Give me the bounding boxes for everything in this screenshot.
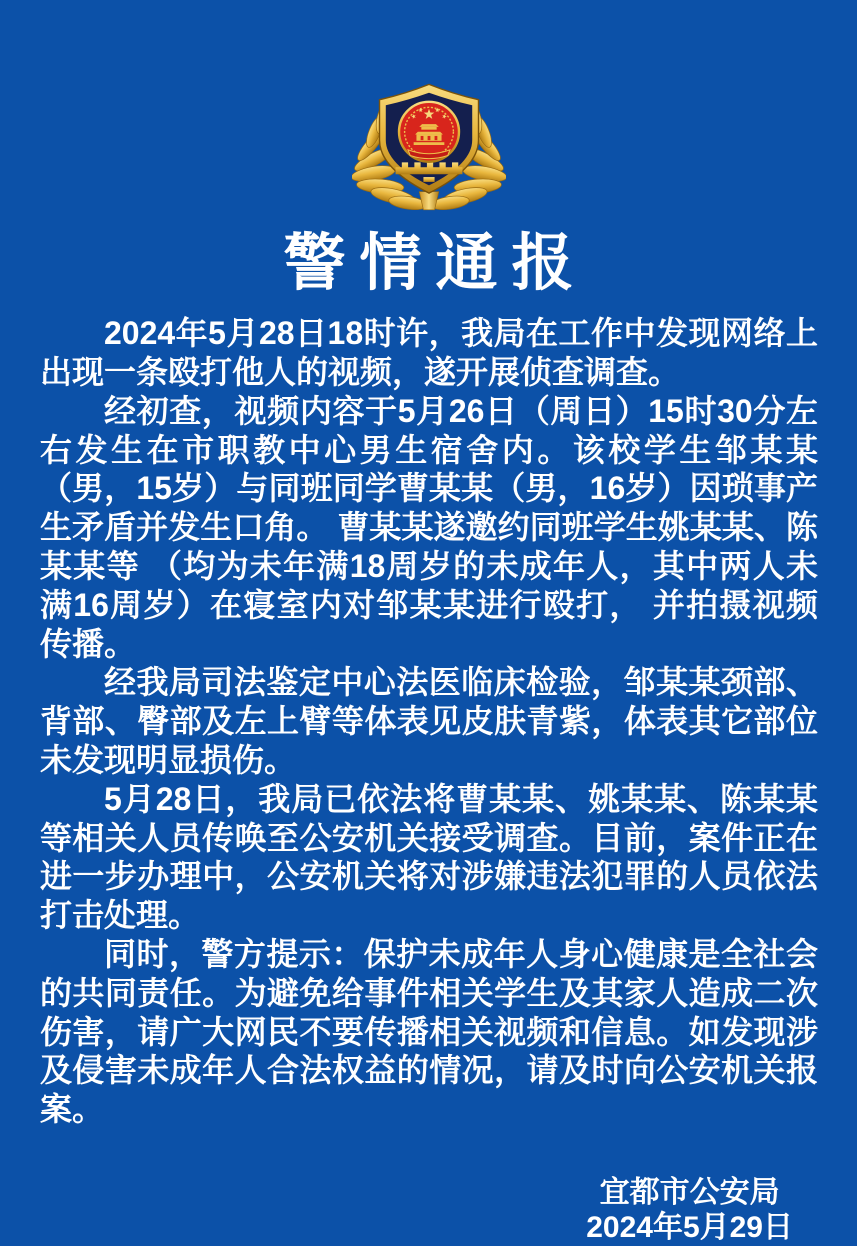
signature-date: 2024年5月29日 <box>586 1210 793 1244</box>
notice-paragraph-4: 5月28日，我局已依法将曹某某、姚某某、陈某某等相关人员传唤至公安机关接受调查。目前，案件正在进一步办理中，公安机关将对涉嫌违法犯罪的人员依法打击处理。 <box>40 780 818 934</box>
signature-block <box>0 1175 857 1245</box>
signature-agency: 宜都市公安局 <box>599 1175 780 1209</box>
notice-paragraph-5: 同时，警方提示：保护未成年人身心健康是全社会的共同责任。为避免给事件相关学生及其家人造成二次伤害，请广大网民不要传播相关视频和信息。如发现涉及侵害未成年人合法权益的情况，请及时向公安机关报案。 <box>40 935 818 1128</box>
police-badge-icon <box>352 76 506 214</box>
notice-paragraph-2: 经初查，视频内容于5月26日（周日）15时30分左右发生在市职教中心男生宿舍内。该校学生邹某某 （男，15岁）与同班同学曹某某（男，16岁）因琐事产生矛盾并发生口角。 曹某某遂邀约同班学生姚某某、陈某某等 （均为未年满18周岁的未成年人，其中两人未满16周岁）在寝室内对邹某某进行殴打， 并拍摄视频传播。 <box>40 392 818 662</box>
notice-paragraph-3: 经我局司法鉴定中心法医临床检验，邹某某颈部、背部、臀部及左上臂等体表见皮肤青紫，体表其它部位未发现明显损伤。 <box>40 664 818 778</box>
notice-paragraph-1: 2024年5月28日18时许，我局在工作中发现网络上出现一条殴打他人的视频，遂开展侦查调查。 <box>40 315 818 390</box>
notice-body <box>40 314 818 1129</box>
police-notice-page <box>0 76 857 1246</box>
notice-title: 警情通报 <box>283 230 588 298</box>
